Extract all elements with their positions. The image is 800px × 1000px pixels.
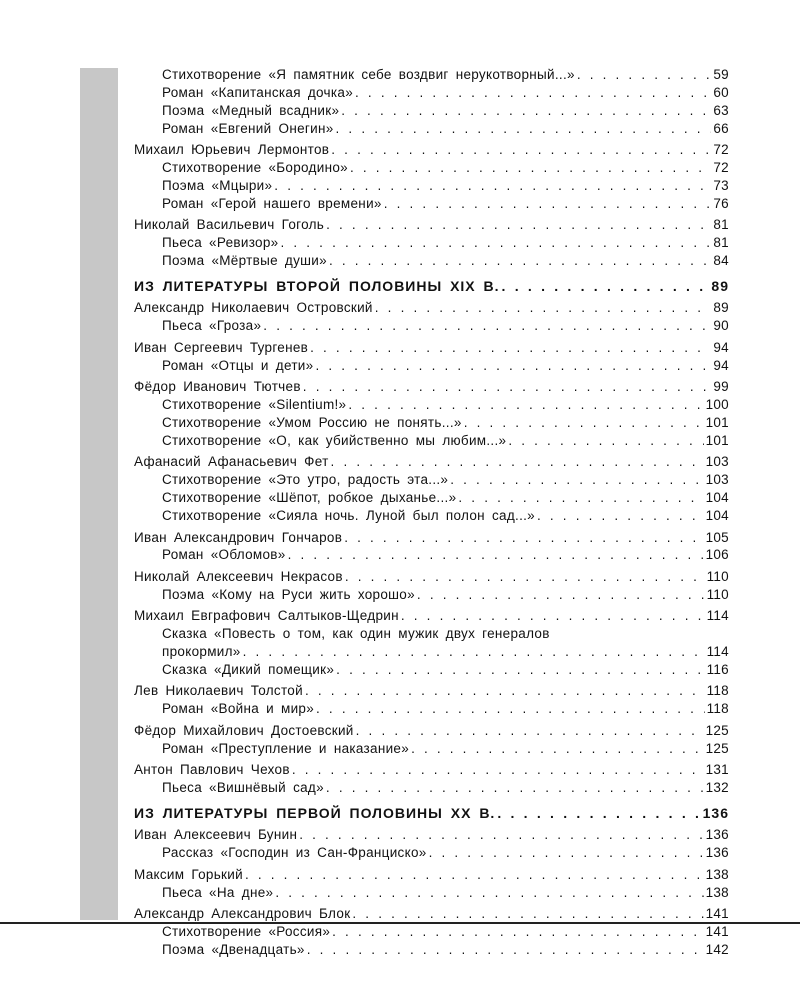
toc-entry-title: Стихотворение «Я памятник себе воздвиг нерукотворный...» [162, 67, 575, 82]
toc-work[interactable] [134, 471, 729, 489]
toc-page-number: 141 [705, 924, 729, 940]
dot-leader [303, 378, 712, 396]
toc-entry-title: Рассказ «Господин из Сан-Франциско» [162, 845, 427, 861]
toc-entry-title: ИЗ ЛИТЕРАТУРЫ ВТОРОЙ ПОЛОВИНЫ XIX В. [134, 277, 500, 294]
bottom-rule [0, 922, 800, 924]
toc-page-number: 105 [705, 529, 729, 545]
dot-leader [263, 317, 711, 335]
toc-entry-title: Роман «Преступление и наказание» [162, 740, 410, 756]
toc-entry-title: Роман «Война и мир» [162, 701, 315, 717]
toc-section-heading[interactable] [134, 805, 729, 823]
toc-work[interactable] [134, 661, 729, 679]
toc-entry-title: Антон Павлович Чехов [134, 762, 290, 778]
table-of-contents [134, 66, 729, 959]
toc-page-number: 59 [713, 67, 729, 82]
toc-author[interactable] [134, 761, 729, 779]
dot-leader [316, 700, 705, 718]
toc-entry-title: Сказка «Повесть о том, как один мужик двух генералов [162, 626, 550, 642]
dot-leader [332, 923, 703, 941]
dot-leader [458, 489, 703, 507]
toc-page-number: 99 [713, 379, 729, 395]
toc-page-number: 125 [705, 722, 729, 738]
toc-page-number: 116 [706, 661, 729, 677]
toc-work[interactable] [134, 414, 729, 432]
dot-leader [326, 216, 711, 234]
toc-author[interactable] [134, 141, 729, 159]
toc-page-number: 142 [705, 941, 729, 957]
toc-work[interactable] [134, 489, 729, 507]
dot-leader [384, 195, 712, 213]
toc-work[interactable] [134, 159, 729, 177]
dot-leader [305, 682, 705, 700]
toc-entry-title: Фёдор Иванович Тютчев [134, 379, 301, 395]
toc-page-number: 94 [713, 339, 729, 355]
toc-entry-title: Роман «Отцы и дети» [162, 357, 314, 373]
dot-leader [356, 722, 704, 740]
toc-work[interactable] [134, 507, 729, 525]
dot-leader [429, 844, 704, 862]
toc-page-number: 110 [706, 568, 729, 584]
toc-work[interactable] [134, 586, 729, 604]
toc-page-number: 72 [713, 142, 729, 158]
toc-page-number: 89 [711, 277, 729, 294]
toc-entry-title: Стихотворение «Сияла ночь. Луной был полон сад...» [162, 508, 535, 524]
toc-page-number: 66 [713, 120, 729, 136]
toc-entry-title: прокормил» [162, 644, 241, 660]
toc-author[interactable] [134, 607, 729, 625]
toc-work[interactable] [134, 84, 729, 102]
toc-page-number: 114 [706, 644, 729, 660]
toc-page-number: 73 [713, 177, 729, 193]
toc-entry-title: Фёдор Михайлович Достоевский [134, 722, 354, 738]
dot-leader [577, 66, 712, 84]
toc-entry-title: Михаил Евграфович Салтыков-Щедрин [134, 608, 399, 624]
dot-leader [307, 941, 704, 959]
dot-leader [274, 177, 711, 195]
toc-entry-title: Пьеса «На дне» [162, 884, 274, 900]
dot-leader [315, 357, 711, 375]
toc-work[interactable] [134, 252, 729, 270]
toc-page-number: 138 [705, 866, 729, 882]
toc-author[interactable] [134, 378, 729, 396]
toc-entry-title: Поэма «Мцыри» [162, 177, 273, 193]
toc-page-number: 101 [705, 415, 729, 430]
toc-page-number: 141 [705, 906, 729, 922]
toc-page-number: 100 [705, 397, 729, 413]
dot-leader [331, 141, 711, 159]
dot-leader [537, 507, 704, 525]
toc-work[interactable] [134, 700, 729, 718]
toc-page-number: 138 [705, 884, 729, 900]
toc-page-number: 114 [706, 608, 729, 624]
toc-entry-title: Сказка «Дикий помещик» [162, 661, 335, 677]
dot-leader [336, 661, 704, 679]
toc-work[interactable] [134, 740, 729, 758]
toc-entry-title: Роман «Обломов» [162, 547, 286, 563]
toc-entry-title: Максим Горький [134, 866, 243, 882]
toc-entry-title: Лев Николаевич Толстой [134, 683, 303, 699]
toc-entry-title: Поэма «Двенадцать» [162, 941, 305, 957]
dot-leader [350, 159, 711, 177]
toc-entry-title: Роман «Евгений Онегин» [162, 120, 334, 136]
dot-leader [417, 586, 705, 604]
toc-entry-title: Стихотворение «Умом Россию не понять...» [162, 415, 462, 430]
toc-work[interactable] [134, 120, 729, 138]
toc-work[interactable] [134, 102, 729, 120]
toc-entry-title: Роман «Герой нашего времени» [162, 195, 382, 211]
toc-page-number: 81 [713, 217, 729, 233]
dot-leader [344, 529, 703, 547]
dot-leader [450, 471, 703, 489]
toc-page-number: 60 [713, 84, 729, 100]
toc-work[interactable] [134, 625, 729, 643]
dot-leader [345, 568, 705, 586]
toc-page-number: 101 [705, 432, 729, 448]
toc-page-number: 81 [713, 235, 729, 251]
toc-page-number: 72 [713, 160, 729, 176]
dot-leader [329, 252, 711, 270]
toc-work[interactable] [134, 177, 729, 195]
toc-work[interactable] [134, 234, 729, 252]
toc-entry-title: Пьеса «Ревизор» [162, 235, 279, 251]
toc-author[interactable] [134, 722, 729, 740]
toc-work[interactable] [134, 396, 729, 414]
toc-work[interactable] [134, 779, 729, 797]
dot-leader [341, 102, 711, 120]
dot-leader [331, 453, 704, 471]
toc-page-number: 136 [705, 845, 729, 861]
toc-work[interactable] [134, 317, 729, 335]
toc-work[interactable] [134, 923, 729, 941]
dot-leader [401, 607, 705, 625]
toc-author[interactable] [134, 216, 729, 234]
toc-page-number: 63 [713, 102, 729, 118]
toc-work[interactable] [134, 884, 729, 902]
dot-leader [508, 432, 703, 450]
dot-leader [288, 546, 704, 564]
toc-entry-title: Стихотворение «Silentium!» [162, 397, 347, 413]
dot-leader [243, 643, 705, 661]
toc-page-number: 110 [706, 586, 729, 602]
toc-entry-title: Стихотворение «Шёпот, робкое дыханье...» [162, 490, 457, 506]
toc-page-number: 136 [705, 827, 729, 843]
toc-entry-title: Иван Александрович Гончаров [134, 529, 343, 545]
toc-author[interactable] [134, 453, 729, 471]
toc-page-number: 131 [705, 762, 729, 778]
toc-entry-title: Николай Алексеевич Некрасов [134, 568, 343, 584]
dot-leader [497, 805, 700, 823]
toc-page-number: 118 [706, 683, 729, 699]
toc-work[interactable] [134, 195, 729, 213]
dot-leader [348, 396, 703, 414]
toc-page-number: 136 [702, 804, 729, 821]
toc-entry-title: Афанасий Афанасьевич Фет [134, 454, 329, 470]
dot-leader [411, 740, 704, 758]
toc-entry-title: Михаил Юрьевич Лермонтов [134, 142, 330, 158]
toc-work[interactable] [134, 432, 729, 450]
toc-author[interactable] [134, 826, 729, 844]
dot-leader [464, 414, 704, 432]
toc-author[interactable] [134, 339, 729, 357]
toc-work-continued[interactable] [134, 643, 729, 661]
toc-entry-title: Александр Николаевич Островский [134, 300, 373, 316]
dot-leader [275, 884, 703, 902]
toc-entry-title: Пьеса «Гроза» [162, 318, 262, 334]
dot-leader [280, 234, 711, 252]
toc-page-number: 84 [713, 253, 729, 269]
toc-page-number: 118 [706, 701, 729, 717]
dot-leader [299, 826, 703, 844]
dot-leader [355, 84, 711, 102]
dot-leader [502, 278, 710, 296]
toc-page-number: 106 [705, 547, 729, 563]
dot-leader [336, 120, 712, 138]
toc-entry-title: Иван Алексеевич Бунин [134, 827, 298, 843]
toc-work[interactable] [134, 941, 729, 959]
toc-work[interactable] [134, 66, 729, 84]
toc-author[interactable] [134, 866, 729, 884]
toc-entry-title: Поэма «Мёртвые души» [162, 253, 327, 269]
toc-author[interactable] [134, 682, 729, 700]
dot-leader [352, 905, 703, 923]
toc-page-number: 125 [705, 740, 729, 756]
dot-leader [310, 339, 711, 357]
toc-work[interactable] [134, 844, 729, 862]
toc-entry-title: ИЗ ЛИТЕРАТУРЫ ПЕРВОЙ ПОЛОВИНЫ XX В. [134, 804, 496, 821]
toc-work[interactable] [134, 546, 729, 564]
toc-work[interactable] [134, 357, 729, 375]
toc-page-number: 90 [713, 318, 729, 334]
toc-entry-title: Николай Васильевич Гоголь [134, 217, 325, 233]
dot-leader [245, 866, 704, 884]
toc-page-number: 103 [705, 472, 729, 488]
toc-page-number: 103 [705, 454, 729, 470]
toc-page-number: 132 [705, 780, 729, 796]
toc-entry-title: Поэма «Медный всадник» [162, 102, 340, 118]
toc-page-number: 94 [713, 357, 729, 373]
toc-author[interactable] [134, 905, 729, 923]
toc-page-number: 104 [705, 508, 729, 524]
toc-entry-title: Стихотворение «Россия» [162, 924, 331, 940]
toc-entry-title: Стихотворение «О, как убийственно мы любим...» [162, 432, 507, 448]
margin-bar [80, 68, 118, 920]
dot-leader [292, 761, 704, 779]
toc-author[interactable] [134, 568, 729, 586]
toc-page-number: 89 [713, 300, 729, 316]
toc-entry-title: Стихотворение «Это утро, радость эта...» [162, 472, 449, 488]
toc-page-number: 104 [705, 490, 729, 506]
toc-entry-title: Роман «Капитанская дочка» [162, 84, 354, 100]
toc-section-heading[interactable] [134, 278, 729, 296]
toc-entry-title: Пьеса «Вишнёвый сад» [162, 780, 324, 796]
toc-author[interactable] [134, 299, 729, 317]
toc-entry-title: Иван Сергеевич Тургенев [134, 339, 309, 355]
toc-entry-title: Александр Александрович Блок [134, 906, 351, 922]
toc-author[interactable] [134, 529, 729, 547]
dot-leader [326, 779, 704, 797]
toc-page-number: 76 [713, 195, 729, 211]
toc-entry-title: Стихотворение «Бородино» [162, 160, 348, 176]
toc-entry-title: Поэма «Кому на Руси жить хорошо» [162, 586, 415, 602]
dot-leader [375, 299, 712, 317]
